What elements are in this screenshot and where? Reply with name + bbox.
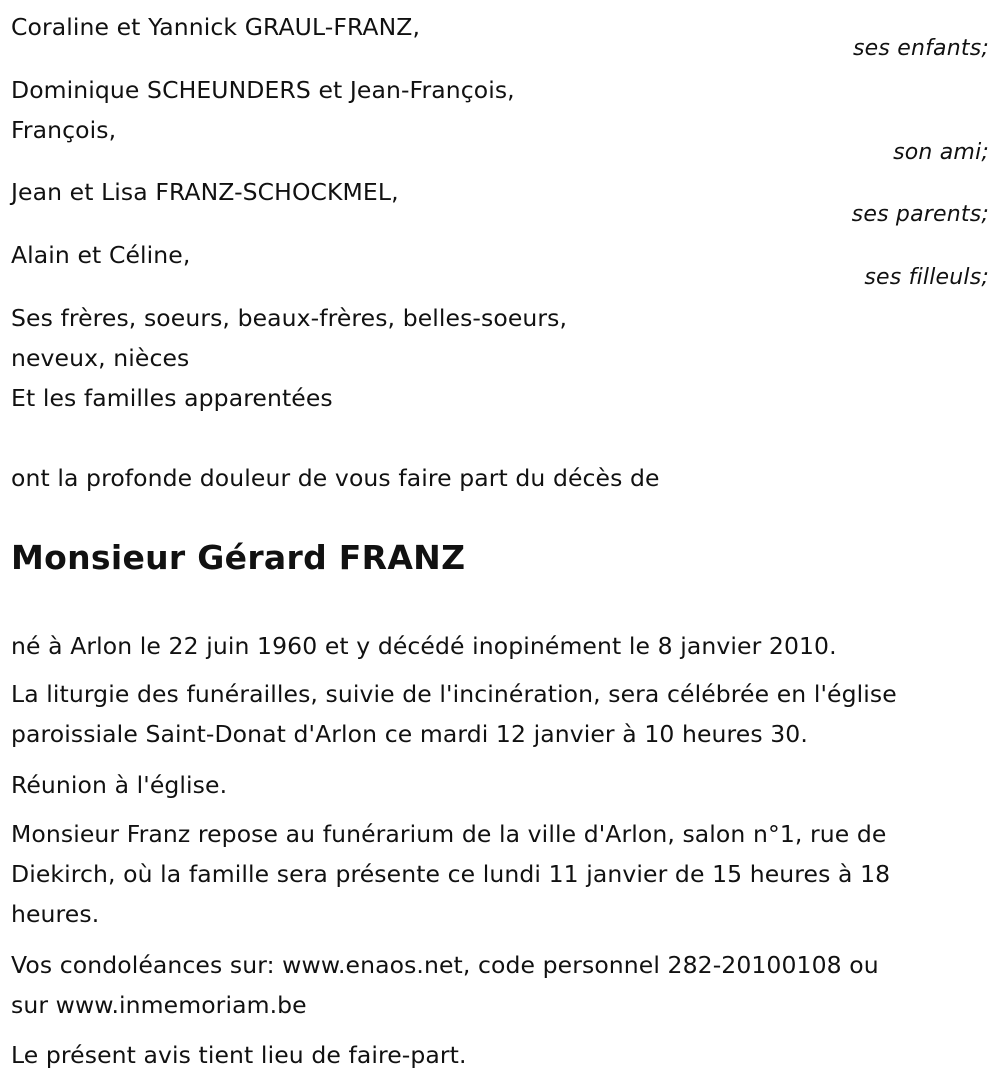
family-line: Coraline et Yannick GRAUL-FRANZ, — [11, 13, 421, 41]
family-line: Ses frères, soeurs, beaux-frères, belles-soeurs, — [11, 304, 568, 332]
announcement-text: ont la profonde douleur de vous faire part du décès de — [11, 464, 660, 492]
family-line: Dominique SCHEUNDERS et Jean-François, — [11, 76, 515, 104]
paragraph-line: sur www.inmemoriam.be — [11, 991, 307, 1019]
family-line: Alain et Céline, — [11, 241, 191, 269]
deceased-name: Monsieur Gérard FRANZ — [11, 538, 466, 577]
paragraph-line: La liturgie des funérailles, suivie de l'incinération, sera célébrée en l'église — [11, 680, 897, 708]
paragraph-line: Réunion à l'église. — [11, 771, 228, 799]
family-role: son ami; — [893, 140, 989, 165]
paragraph-line: Diekirch, où la famille sera présente ce lundi 11 janvier de 15 heures à 18 — [11, 860, 891, 888]
family-line: François, — [11, 116, 117, 144]
paragraph-line: Vos condoléances sur: www.enaos.net, code personnel 282-20100108 ou — [11, 951, 879, 979]
family-role: ses enfants; — [852, 36, 989, 61]
family-line: Jean et Lisa FRANZ-SCHOCKMEL, — [11, 178, 399, 206]
paragraph-line: Le présent avis tient lieu de faire-part. — [11, 1041, 467, 1069]
paragraph-line: Monsieur Franz repose au funérarium de la ville d'Arlon, salon n°1, rue de — [11, 820, 887, 848]
family-role: ses filleuls; — [864, 265, 989, 290]
family-line: Et les familles apparentées — [11, 384, 333, 412]
obituary-notice — [11, 0, 989, 1088]
paragraph-line: heures. — [11, 900, 100, 928]
family-role: ses parents; — [851, 202, 989, 227]
paragraph-line: paroissiale Saint-Donat d'Arlon ce mardi 12 janvier à 10 heures 30. — [11, 720, 808, 748]
family-line: neveux, nièces — [11, 344, 190, 372]
paragraph-line: né à Arlon le 22 juin 1960 et y décédé inopinément le 8 janvier 2010. — [11, 632, 837, 660]
